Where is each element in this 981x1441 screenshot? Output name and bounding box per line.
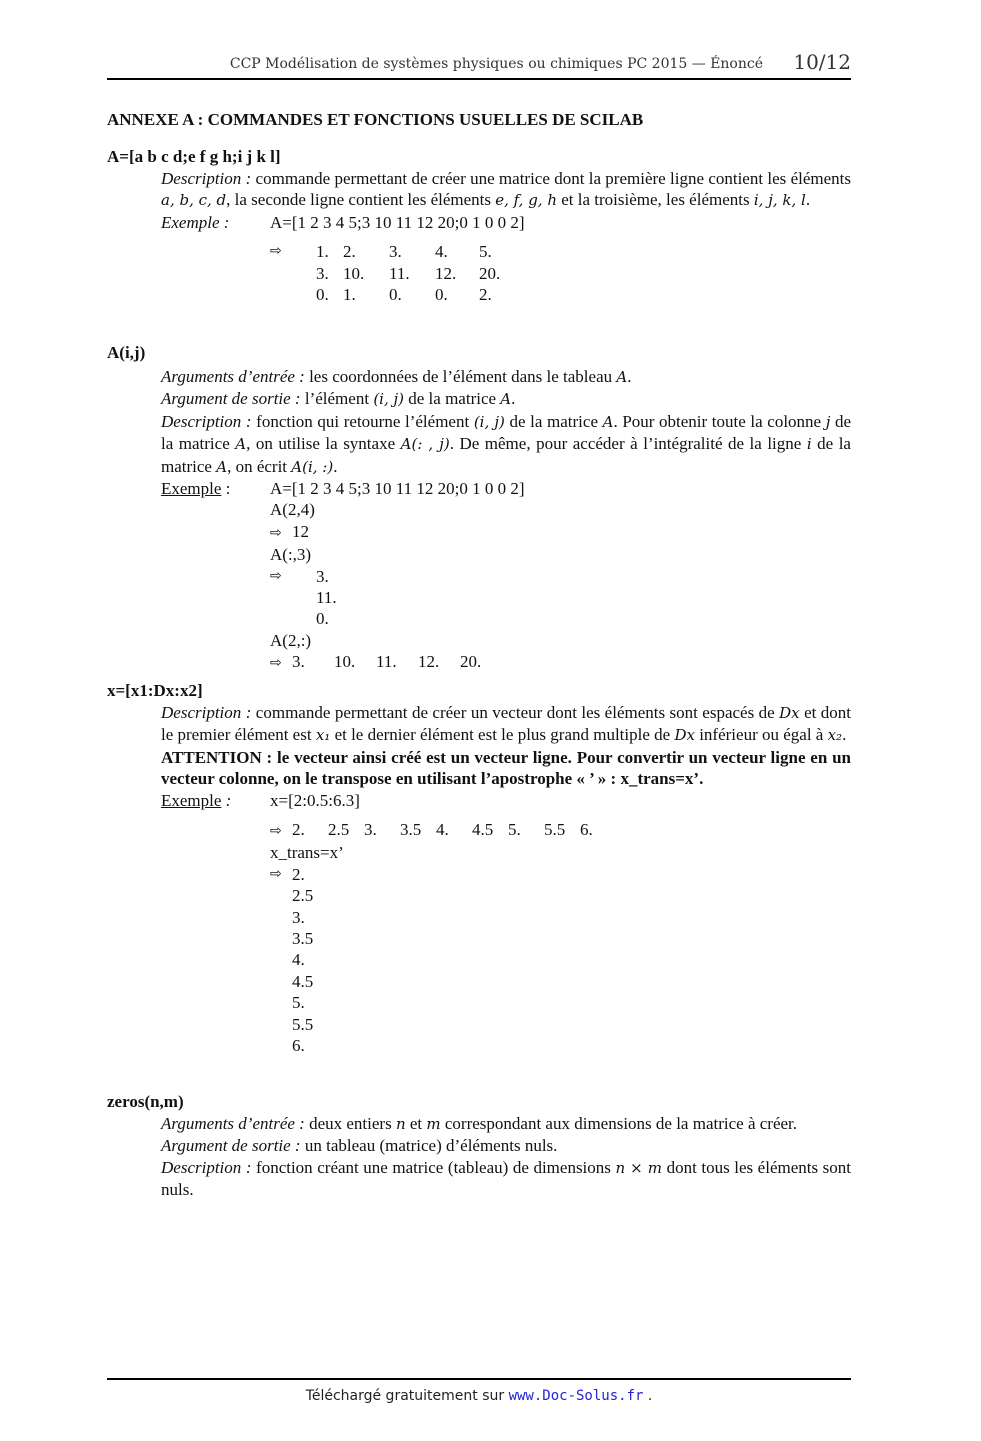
text: fonction créant une matrice (tableau) de dimensions <box>251 1157 616 1177</box>
math: Dx <box>674 726 695 745</box>
column-value: 3.5 <box>292 929 314 949</box>
result-row <box>292 651 502 672</box>
section-matrix <box>107 146 851 305</box>
matrix-cell: 0. <box>435 285 448 305</box>
example-command: A(2,4) <box>270 500 315 520</box>
page-header <box>107 52 851 80</box>
text: de la matrice <box>504 411 603 431</box>
math: x₂ <box>827 726 843 745</box>
result-value: 12 <box>292 521 309 541</box>
column-value: 3. <box>292 907 305 927</box>
matrix-cell: 10. <box>343 263 365 283</box>
column-value: 2. <box>292 864 305 884</box>
example-outputs <box>270 499 851 674</box>
section-element-access <box>107 342 851 675</box>
text: de la matrice <box>161 411 852 454</box>
matrix-cell: 0. <box>389 285 402 305</box>
column-value: 2.5 <box>292 886 314 906</box>
label: Argument de sortie : <box>161 1136 301 1156</box>
example-result <box>270 864 851 1057</box>
example-result <box>270 651 851 674</box>
result-column <box>292 864 313 1057</box>
colon: : <box>221 479 231 499</box>
text: . Pour obtenir toute la colonne <box>613 411 826 431</box>
example-result <box>270 521 851 544</box>
description-paragraph <box>161 168 851 212</box>
text: . De même, pour accéder à l’intégralité de la ligne <box>449 434 807 454</box>
row-value: 5.5 <box>544 820 566 840</box>
matrix-cell: 3. <box>389 242 402 262</box>
matrix-cell: 5. <box>479 242 492 262</box>
math: i, j, k, l <box>753 191 806 210</box>
command-heading: x=[x1:Dx:x2] <box>107 681 203 700</box>
label: Arguments d’entrée : <box>161 367 305 386</box>
command-heading: A=[a b c d;e f g h;i j k l] <box>107 147 281 166</box>
column-value: 4.5 <box>292 971 314 991</box>
column-value: 3. <box>316 566 329 586</box>
example-label-text: Exemple <box>161 790 222 810</box>
section-range-vector <box>107 680 851 1057</box>
text: , la seconde ligne contient les éléments <box>226 190 496 210</box>
description-paragraph <box>161 702 851 747</box>
math: j <box>825 412 831 431</box>
column-value: 0. <box>316 609 329 629</box>
math: A(i, :) <box>291 457 334 476</box>
matrix-cell: 20. <box>479 263 501 283</box>
matrix-cell: 3. <box>316 263 329 283</box>
attention-note: ATTENTION : le vecteur ainsi créé est un vecteur ligne. Pour convertir un vecteur ligne en un vecteur colonne, on le transpose en utilisant l’apostrophe « ’ » : x_trans=x’. <box>161 747 851 789</box>
math: A <box>602 412 614 431</box>
matrix-cell: 4. <box>435 242 448 262</box>
example-line <box>161 478 851 499</box>
example-label <box>161 478 270 499</box>
row-value: 5. <box>508 820 521 840</box>
label: Description : <box>161 1157 252 1177</box>
row-value: 4.5 <box>472 820 494 840</box>
text: . <box>333 456 338 476</box>
column-value: 4. <box>292 950 305 970</box>
math: A <box>616 368 628 386</box>
column-value: 5. <box>292 993 305 1013</box>
colon: : <box>221 790 232 810</box>
row-value: 6. <box>580 820 593 840</box>
example-label-text: Exemple <box>161 479 222 499</box>
label: Description : <box>161 411 252 431</box>
header-title: CCP Modélisation de systèmes physiques ou chimiques PC 2015 — Énoncé <box>229 56 763 72</box>
text: les coordonnées de l’élément dans le tableau <box>304 367 617 386</box>
text: et la troisième, les éléments <box>557 190 754 210</box>
result-arrow-icon: ⇨ <box>270 865 282 882</box>
text: et le dernier élément est le plus grand multiple de <box>330 725 675 745</box>
math: n <box>395 1115 406 1133</box>
matrix-cell: 0. <box>316 285 329 305</box>
result-column <box>316 566 337 630</box>
example-label <box>161 790 270 811</box>
text: deux entiers <box>304 1114 396 1133</box>
math: (i, j) <box>473 412 505 431</box>
text: un tableau (matrice) d’éléments nuls. <box>300 1136 558 1156</box>
text: dont tous les éléments sont nuls. <box>161 1157 851 1200</box>
example-line <box>161 790 851 811</box>
text: et dont le premier élément est <box>161 703 851 745</box>
matrix-cell: 12. <box>435 263 457 283</box>
annex-title: ANNEXE A : COMMANDES ET FONCTIONS USUELLES DE SCILAB <box>107 110 644 129</box>
matrix-cell: 2. <box>479 285 492 305</box>
example-command: x=[2:0.5:6.3] <box>270 790 360 810</box>
example-outputs <box>270 819 851 1056</box>
text: , on écrit <box>227 456 292 476</box>
page-footer <box>107 1378 851 1404</box>
result-arrow-icon: ⇨ <box>270 823 282 840</box>
example-command: A(:,3) <box>270 545 312 565</box>
command-heading: A(i,j) <box>107 343 146 362</box>
column-value: 5.5 <box>292 1014 314 1034</box>
footer-text <box>107 1388 851 1404</box>
math: m <box>426 1115 441 1133</box>
row-value: 2.5 <box>328 820 350 840</box>
math: A <box>500 390 512 409</box>
matrix-cell: 1. <box>343 285 356 305</box>
row-value: 3. <box>292 652 305 672</box>
label: Description : <box>161 169 252 188</box>
row-value: 12. <box>418 652 440 672</box>
example-command: A(2,:) <box>270 630 312 650</box>
output-matrix <box>316 241 519 305</box>
text: de la matrice <box>404 389 501 409</box>
result-row <box>292 819 616 840</box>
description-paragraph <box>161 1157 851 1201</box>
text: fonction qui retourne l’élément <box>251 411 474 431</box>
footer-end: . <box>643 1388 653 1404</box>
example-result <box>270 566 851 630</box>
column-value: 6. <box>292 1036 305 1056</box>
label: Argument de sortie : <box>161 389 301 409</box>
section-zeros <box>107 1091 851 1201</box>
result-arrow-icon: ⇨ <box>270 567 282 584</box>
row-value: 4. <box>436 820 449 840</box>
example-result <box>270 819 851 842</box>
matrix-cell: 2. <box>343 242 356 262</box>
matrix-cell: 11. <box>389 263 410 283</box>
label: Description : <box>161 703 252 722</box>
example-line <box>161 212 851 233</box>
command-heading: zeros(n,m) <box>107 1092 184 1111</box>
text: correspondant aux dimensions de la matrice à créer. <box>440 1114 798 1133</box>
text: commande permettant de créer une matrice dont la première ligne contient les éléments <box>251 169 851 188</box>
column-value: 11. <box>316 588 337 608</box>
input-arguments: Arguments d’entrée : les coordonnées de l’élément dans le tableau A. <box>161 367 632 386</box>
output-argument <box>161 1135 851 1156</box>
math: a, b, c, d <box>161 191 227 210</box>
example-command: A=[1 2 3 4 5;3 10 11 12 20;0 1 0 0 2] <box>270 479 525 499</box>
row-value: 2. <box>292 820 305 840</box>
text: l’élément <box>300 389 374 409</box>
result-arrow-icon: ⇨ <box>270 243 282 260</box>
text: commande permettant de créer un vecteur dont les éléments sont espacés de <box>251 703 780 722</box>
math: (i, j) <box>373 390 405 409</box>
example-output <box>270 241 851 305</box>
label: Arguments d’entrée : <box>161 1114 305 1133</box>
math: e, f, g, h <box>495 191 557 210</box>
math: Dx <box>779 704 800 722</box>
math: x₁ <box>315 726 331 745</box>
row-value: 20. <box>460 652 482 672</box>
row-value: 3.5 <box>400 820 422 840</box>
footer-link[interactable]: www.Doc-Solus.fr <box>508 1388 644 1404</box>
page-number: 10/12 <box>793 50 851 74</box>
math: i <box>806 435 812 454</box>
row-value: 3. <box>364 820 377 840</box>
math: A <box>235 435 247 454</box>
input-arguments <box>161 1113 851 1135</box>
text: inférieur ou égal à <box>694 725 828 745</box>
matrix-cell: 1. <box>316 242 329 262</box>
text: de la matrice <box>161 434 851 476</box>
math: A(: , j) <box>400 435 450 454</box>
example-command: x_trans=x’ <box>270 843 344 863</box>
math: n × m <box>615 1158 663 1177</box>
text: . <box>805 190 811 210</box>
result-arrow-icon: ⇨ <box>270 655 282 672</box>
text: et <box>405 1114 427 1133</box>
example-label: Exemple : <box>161 212 230 232</box>
text: , on utilise la syntaxe <box>246 434 401 454</box>
text: . <box>842 725 847 745</box>
footer-label: Téléchargé gratuitement sur <box>305 1388 509 1404</box>
row-value: 10. <box>334 652 356 672</box>
output-argument: Argument de sortie : l’élément (i, j) de la matrice A. <box>161 389 516 409</box>
row-value: 11. <box>376 652 397 672</box>
description-paragraph <box>161 411 851 478</box>
example-command: A=[1 2 3 4 5;3 10 11 12 20;0 1 0 0 2] <box>270 212 525 232</box>
result-arrow-icon: ⇨ <box>270 524 282 541</box>
math: A <box>216 457 228 476</box>
